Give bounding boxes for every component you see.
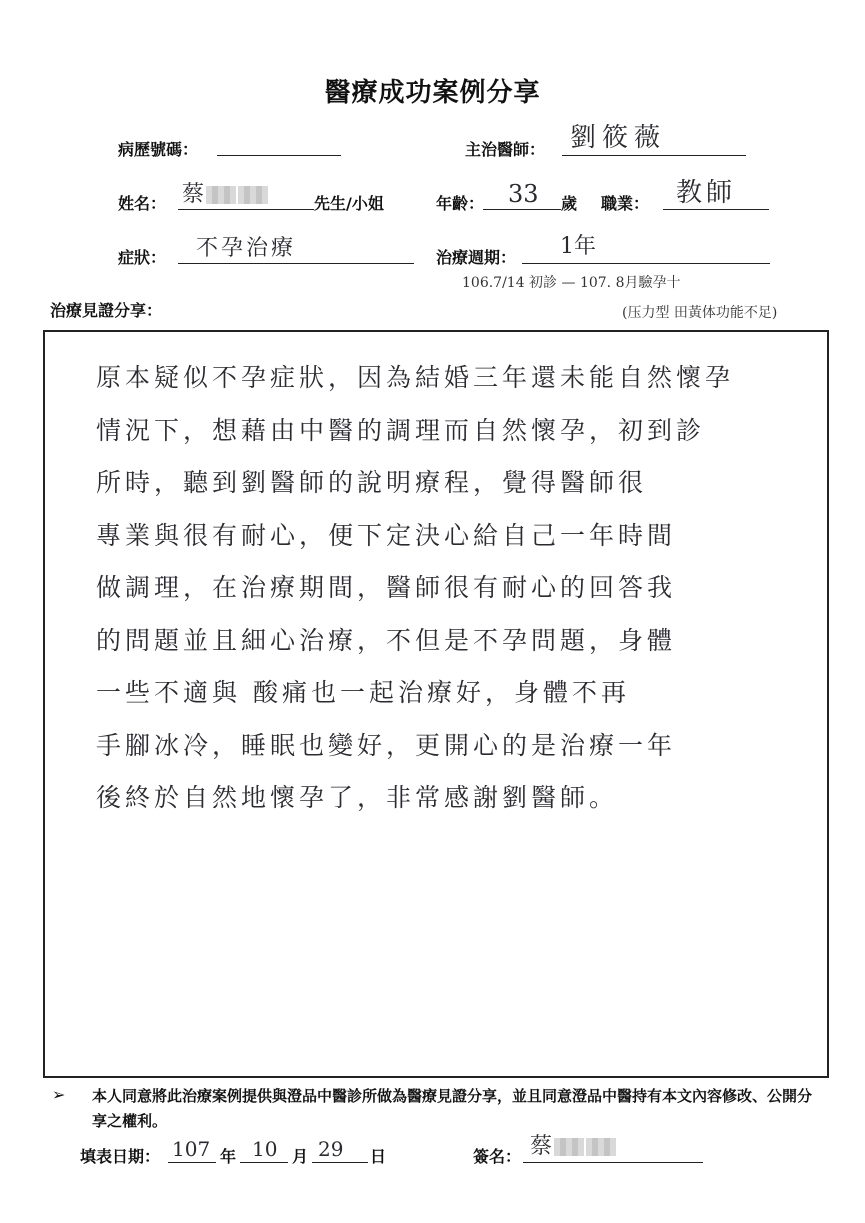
day-unit: 日 bbox=[370, 1147, 387, 1166]
doctor-line bbox=[562, 155, 746, 156]
day-line bbox=[312, 1162, 368, 1163]
record-no-line bbox=[217, 155, 341, 156]
story-line: 情況下，想藉由中醫的調理而自然懷孕，初到診 bbox=[96, 415, 706, 445]
story-line: 做調理，在治療期間，醫師很有耐心的回答我 bbox=[96, 573, 677, 602]
month-value: 10 bbox=[252, 1137, 278, 1161]
day-value: 29 bbox=[318, 1137, 344, 1161]
year-value: 107 bbox=[172, 1137, 211, 1161]
job-label: 職業： bbox=[601, 194, 650, 213]
doctor-value: 劉筱薇 bbox=[570, 123, 667, 153]
year-line bbox=[168, 1162, 216, 1163]
period-value: 1年 bbox=[560, 234, 596, 259]
age-value: 33 bbox=[508, 180, 539, 208]
arrow-icon: ➢ bbox=[52, 1085, 66, 1104]
story-line: 後終於自然地懷孕了，非常感謝劉醫師。 bbox=[96, 783, 619, 812]
job-line bbox=[663, 209, 769, 210]
period-label: 治療週期： bbox=[436, 248, 517, 267]
year-unit: 年 bbox=[220, 1147, 237, 1166]
doctor-label: 主治醫師： bbox=[465, 140, 546, 159]
sign-redaction bbox=[586, 1138, 616, 1156]
story-line: 所時，聽到劉醫師的說明療程，覺得醫師很 bbox=[96, 468, 648, 497]
period-note-1: 106.7/14 初診 — 107. 8月驗孕十 bbox=[462, 275, 681, 291]
period-line bbox=[522, 263, 770, 264]
story-text bbox=[96, 352, 786, 825]
name-value bbox=[182, 184, 268, 206]
name-label: 姓名： bbox=[118, 194, 167, 213]
symptom-label: 症狀： bbox=[118, 248, 167, 267]
record-no-label: 病歷號碼： bbox=[118, 140, 199, 159]
story-line: 原本疑似不孕症狀，因為結婚三年還未能自然懷孕 bbox=[96, 363, 735, 392]
consent-text: 本人同意將此治療案例提供與澄品中醫診所做為醫療見證分享，並且同意澄品中醫持有本文內容修改、公開分享之權利。 bbox=[92, 1087, 813, 1130]
story-line: 專業與很有耐心，便下定決心給自己一年時間 bbox=[96, 520, 677, 550]
sign-value bbox=[530, 1136, 616, 1158]
story-line: 一些不適與 酸痛也一起治療好，身體不再 bbox=[96, 678, 630, 707]
month-line bbox=[240, 1162, 288, 1163]
month-unit: 月 bbox=[292, 1147, 309, 1166]
sign-value-text: 蔡 bbox=[530, 1134, 553, 1159]
age-unit: 歲 bbox=[561, 194, 578, 213]
name-suffix: 先生/小姐 bbox=[314, 194, 384, 213]
story-label: 治療見證分享： bbox=[50, 301, 163, 320]
story-line: 的問題並且細心治療，不但是不孕問題，身體 bbox=[96, 625, 677, 655]
story-line: 手腳冰冷，睡眠也變好，更開心的是治療一年 bbox=[96, 730, 677, 760]
age-line bbox=[483, 209, 561, 210]
sign-redaction bbox=[554, 1138, 584, 1156]
job-value: 教師 bbox=[676, 178, 737, 208]
age-label: 年齡： bbox=[436, 194, 485, 213]
form-title: 醫療成功案例分享 bbox=[324, 78, 541, 108]
name-line bbox=[178, 209, 314, 210]
symptom-value: 不孕治療 bbox=[196, 236, 297, 261]
name-redaction bbox=[206, 186, 236, 204]
name-value-text: 蔡 bbox=[182, 182, 205, 207]
date-label: 填表日期： bbox=[80, 1147, 161, 1166]
sign-label: 簽名： bbox=[473, 1147, 522, 1166]
name-redaction bbox=[238, 186, 268, 204]
sign-line bbox=[523, 1162, 703, 1163]
symptom-line bbox=[178, 263, 414, 264]
period-note-2: (压力型 田黃体功能不足) bbox=[622, 305, 778, 321]
